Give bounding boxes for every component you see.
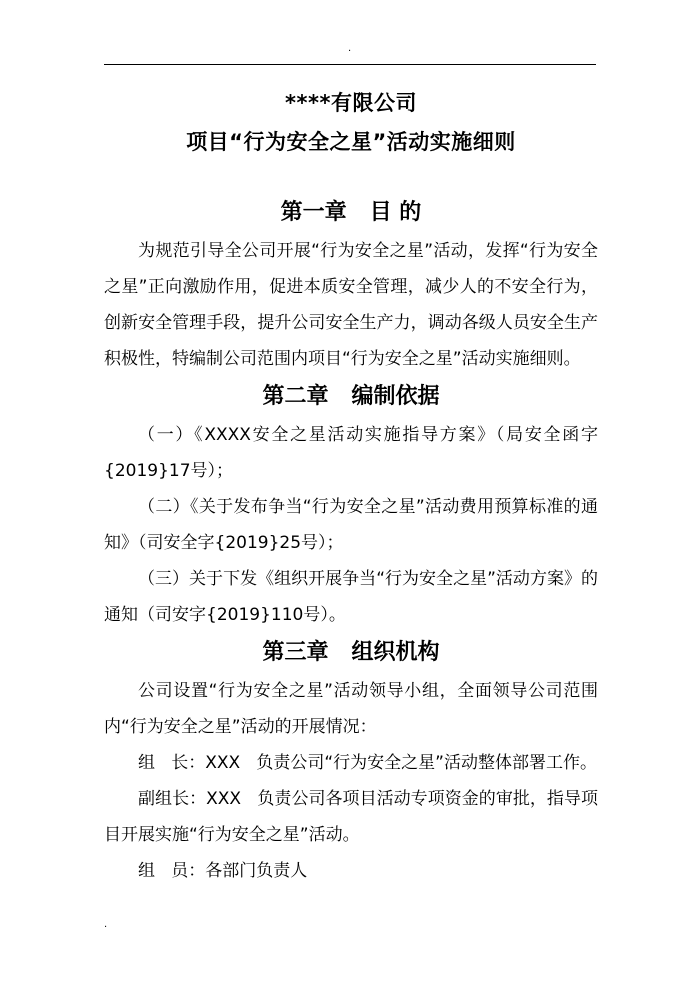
- header-rule: [104, 64, 596, 65]
- member-staff: 组 员：各部门负责人: [138, 861, 308, 881]
- document-body: [104, 86, 598, 889]
- basis-item-2: （二）《关于发布争当“行为安全之星”活动费用预算标准的通知》（司安全字{2019}25号）；: [104, 497, 598, 553]
- organization-intro: 公司设置“行为安全之星”活动领导小组，全面领导公司范围内“行为安全之星”活动的开展情况：: [104, 681, 598, 737]
- document-subtitle: 项目“行为安全之星”活动实施细则: [186, 130, 516, 154]
- header-mark: .: [348, 43, 352, 54]
- company-title: ****有限公司: [285, 91, 417, 115]
- chapter-3-heading: 第三章 组织机构: [262, 640, 440, 665]
- basis-item-3: （三）关于下发《组织开展争当“行为安全之星”活动方案》的通知（司安字{2019}110号）。: [104, 569, 598, 625]
- basis-item-1: （一）《XXXX安全之星活动实施指导方案》（局安全函字{2019}17号）；: [104, 425, 598, 481]
- chapter-1-heading: 第一章 目 的: [280, 200, 422, 225]
- member-deputy-leader: 副组长：XXX 负责公司各项目活动专项资金的审批，指导项目开展实施“行为安全之星”活动。: [104, 789, 598, 845]
- chapter-1-body: 为规范引导全公司开展“行为安全之星”活动，发挥“行为安全之星”正向激励作用，促进本质安全管理，减少人的不安全行为，创新安全管理手段，提升公司安全生产力，调动各级人员安全生产积极性，特编制公司范围内项目“行为安全之星”活动实施细则。: [104, 241, 598, 369]
- footer-mark: .: [104, 919, 108, 930]
- chapter-2-heading: 第二章 编制依据: [262, 384, 440, 409]
- member-leader: 组 长：XXX 负责公司“行为安全之星”活动整体部署工作。: [138, 753, 597, 773]
